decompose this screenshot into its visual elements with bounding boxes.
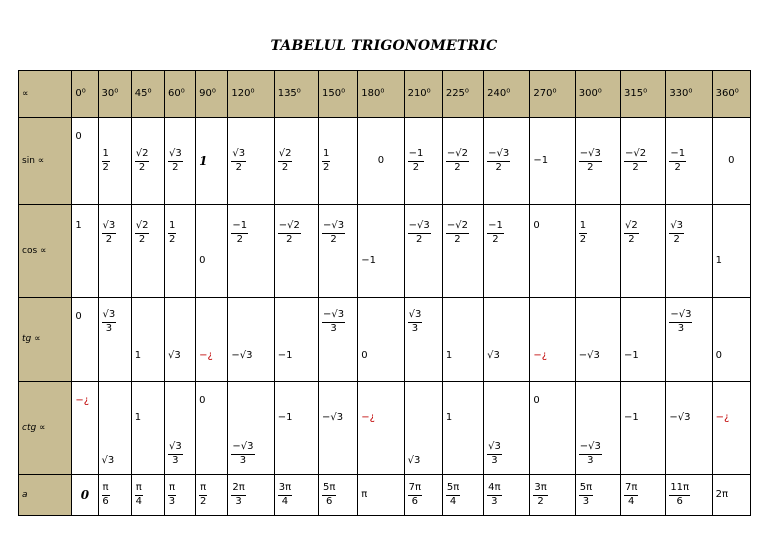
fraction [278, 483, 292, 507]
value-cell [530, 298, 575, 382]
trig-table [18, 70, 751, 516]
numerator: −1 [408, 149, 425, 162]
value-cell: 1 [442, 382, 483, 475]
fraction [102, 310, 117, 334]
fraction [579, 221, 587, 245]
fraction [446, 149, 469, 173]
value-cell: −1 [274, 382, 318, 475]
fraction [231, 221, 248, 245]
fraction [579, 483, 593, 507]
value-cell [164, 118, 195, 205]
value-cell [621, 118, 666, 205]
numerator: −1 [669, 149, 686, 162]
numerator: 11π [669, 483, 690, 496]
numerator: 1 [322, 149, 330, 162]
value-cell: 0 [358, 118, 404, 205]
page-title: TABELUL TRIGONOMETRIC [270, 38, 498, 54]
value-cell: −1 [530, 118, 575, 205]
value-cell [484, 205, 530, 298]
value-cell [621, 205, 666, 298]
value-cell [228, 382, 274, 475]
value-cell: −√3 [666, 382, 712, 475]
denominator: 2 [579, 233, 587, 245]
value-cell [621, 475, 666, 516]
value-cell [98, 118, 131, 205]
denominator: 2 [454, 161, 461, 173]
numerator: 7π [408, 483, 422, 496]
value-cell [72, 382, 98, 475]
angle-header: 330⁰ [666, 71, 712, 118]
value-cell [98, 298, 131, 382]
undefined-value: −¿ [361, 412, 375, 423]
fraction [579, 149, 602, 173]
denominator: 2 [492, 233, 499, 245]
value-cell [404, 475, 442, 516]
cos-row [19, 205, 751, 298]
denominator: 3 [235, 495, 242, 507]
value-cell [442, 205, 483, 298]
denominator: 2 [236, 233, 243, 245]
denominator: 3 [105, 322, 113, 334]
denominator: 3 [677, 322, 685, 334]
numerator: −√3 [579, 442, 602, 455]
numerator: 2π [231, 483, 245, 496]
denominator: 2 [168, 233, 176, 245]
angle-header: 90⁰ [196, 71, 228, 118]
header-row [19, 71, 751, 118]
radians-row [19, 475, 751, 516]
fraction [168, 483, 176, 507]
value-cell [274, 475, 318, 516]
angle-header: 30⁰ [98, 71, 131, 118]
denominator: 2 [495, 161, 502, 173]
value-cell [164, 475, 195, 516]
angle-header: 300⁰ [575, 71, 620, 118]
value-cell: 0 [530, 205, 575, 298]
value-cell [530, 475, 575, 516]
denominator: 3 [172, 454, 179, 466]
numerator: π [168, 483, 176, 496]
fraction [168, 149, 183, 173]
fraction [168, 221, 176, 245]
value-cell [98, 205, 131, 298]
fraction [278, 149, 293, 173]
value-cell: 1 [712, 205, 750, 298]
fraction [408, 483, 422, 507]
fraction [533, 483, 547, 507]
value-cell: 0 [358, 298, 404, 382]
undefined-value: −¿ [715, 412, 730, 423]
fraction [446, 483, 460, 507]
tg-row [19, 298, 751, 382]
numerator: π [102, 483, 110, 496]
numerator: 3π [278, 483, 292, 496]
row-label: cos ∝ [19, 205, 72, 298]
fraction [168, 442, 183, 466]
fraction [322, 483, 336, 507]
fraction [231, 442, 254, 466]
value-cell [575, 205, 620, 298]
value-cell: π [358, 475, 404, 516]
angle-header: 225⁰ [442, 71, 483, 118]
numerator: −√2 [446, 149, 469, 162]
value-cell: 0 [72, 475, 98, 516]
value-cell: 0 [72, 118, 98, 205]
numerator: 3π [533, 483, 547, 496]
numerator: −√2 [446, 221, 469, 234]
value-cell [442, 118, 483, 205]
value-cell [164, 205, 195, 298]
denominator: 2 [632, 161, 639, 173]
value-cell [575, 475, 620, 516]
value-cell: 1 [442, 298, 483, 382]
numerator: 7π [624, 483, 638, 496]
undefined-value: −¿ [533, 350, 548, 361]
value-cell [319, 205, 358, 298]
denominator: 2 [673, 233, 680, 245]
denominator: 3 [587, 454, 594, 466]
denominator: 6 [326, 495, 333, 507]
numerator: −√3 [322, 310, 345, 323]
fraction [231, 483, 245, 507]
fraction [278, 221, 301, 245]
denominator: 2 [286, 233, 293, 245]
fraction [102, 221, 117, 245]
denominator: 2 [105, 233, 113, 245]
numerator: √3 [231, 149, 246, 162]
denominator: 2 [628, 233, 635, 245]
row-label: ctg ∝ [19, 382, 72, 475]
denominator: 4 [135, 495, 142, 507]
fraction [669, 149, 686, 173]
denominator: 3 [239, 454, 247, 466]
numerator: π [199, 483, 207, 496]
fraction [624, 483, 638, 507]
denominator: 2 [587, 161, 594, 173]
numerator: −√3 [487, 149, 510, 162]
numerator: 5π [446, 483, 460, 496]
numerator: 1 [168, 221, 176, 234]
value-cell: 0 [712, 298, 750, 382]
alpha-header: ∝ [19, 71, 72, 118]
angle-header: 150⁰ [319, 71, 358, 118]
denominator: 2 [323, 161, 330, 173]
fraction [135, 483, 143, 507]
angle-header: 60⁰ [164, 71, 195, 118]
denominator: 3 [582, 495, 590, 507]
value-cell [228, 205, 274, 298]
fraction [669, 221, 684, 245]
numerator: −1 [231, 221, 248, 234]
value-cell [666, 298, 712, 382]
numerator: √2 [624, 221, 639, 234]
denominator: 2 [102, 161, 109, 173]
denominator: 2 [172, 161, 179, 173]
angle-header: 135⁰ [274, 71, 318, 118]
numerator: −√2 [278, 221, 301, 234]
row-label: sin ∝ [19, 118, 72, 205]
fraction [322, 310, 345, 334]
numerator: √3 [487, 442, 502, 455]
value-cell: √3 [484, 298, 530, 382]
value-cell [131, 118, 164, 205]
value-cell: 1 [131, 382, 164, 475]
value-cell [484, 382, 530, 475]
value-cell: √3 [98, 382, 131, 475]
angle-header: 315⁰ [621, 71, 666, 118]
fraction [669, 310, 692, 334]
fraction [487, 149, 510, 173]
value-cell: −1 [621, 382, 666, 475]
value-cell: −1 [274, 298, 318, 382]
numerator: √2 [135, 221, 150, 234]
numerator: −√3 [669, 310, 692, 323]
fraction [408, 221, 431, 245]
denominator: 2 [412, 161, 420, 173]
denominator: 3 [411, 322, 419, 334]
denominator: 2 [674, 161, 681, 173]
denominator: 2 [281, 161, 289, 173]
value-cell [358, 382, 404, 475]
angle-header: 210⁰ [404, 71, 442, 118]
value-cell [164, 382, 195, 475]
row-label: tg ∝ [19, 298, 72, 382]
value-cell [666, 475, 712, 516]
value-cell [575, 382, 620, 475]
numerator: √3 [168, 442, 183, 455]
value-cell [131, 205, 164, 298]
fraction [408, 310, 423, 334]
value-cell: −√3 [575, 298, 620, 382]
numerator: −√3 [408, 221, 431, 234]
angle-header: 0⁰ [72, 71, 98, 118]
fraction [624, 149, 647, 173]
value-cell: 0 [712, 118, 750, 205]
value-cell: 2π [712, 475, 750, 516]
denominator: 3 [491, 454, 498, 466]
fraction [487, 442, 502, 466]
fraction [322, 221, 345, 245]
value-cell: 1 [72, 205, 98, 298]
denominator: 3 [168, 495, 176, 507]
denominator: 2 [454, 233, 461, 245]
numerator: −√2 [624, 149, 647, 162]
fraction [231, 149, 246, 173]
value-cell: 0 [196, 205, 228, 298]
fraction [624, 221, 639, 245]
value-cell [131, 475, 164, 516]
numerator: −√3 [322, 221, 345, 234]
value-cell [319, 118, 358, 205]
numerator: 1 [579, 221, 587, 234]
value-cell [196, 475, 228, 516]
numerator: √2 [135, 149, 150, 162]
denominator: 4 [449, 495, 457, 507]
undefined-value: −¿ [199, 350, 213, 361]
fraction [135, 221, 150, 245]
value-cell [712, 382, 750, 475]
fraction [135, 149, 150, 173]
denominator: 2 [200, 495, 207, 507]
numerator: √3 [102, 310, 117, 323]
numerator: −1 [487, 221, 504, 234]
fraction [487, 221, 504, 245]
value-cell [319, 475, 358, 516]
value-cell [274, 118, 318, 205]
value-cell [666, 205, 712, 298]
denominator: 2 [537, 495, 544, 507]
numerator: 1 [102, 149, 110, 162]
denominator: 4 [628, 495, 635, 507]
angle-header: 270⁰ [530, 71, 575, 118]
fraction [322, 149, 330, 173]
value-cell: 0 [72, 298, 98, 382]
denominator: 3 [330, 322, 337, 334]
value-cell: 1 [196, 118, 228, 205]
denominator: 2 [415, 233, 423, 245]
denominator: 2 [330, 233, 337, 245]
denominator: 2 [138, 233, 146, 245]
fraction [487, 483, 501, 507]
value-cell: −√3 [319, 382, 358, 475]
fraction [102, 149, 110, 173]
denominator: 2 [235, 161, 242, 173]
angle-header: 45⁰ [131, 71, 164, 118]
ctg-row [19, 382, 751, 475]
angle-header: 120⁰ [228, 71, 274, 118]
value-cell: −√3 [228, 298, 274, 382]
value-cell [228, 475, 274, 516]
value-cell [274, 205, 318, 298]
numerator: √3 [102, 221, 117, 234]
denominator: 6 [102, 495, 109, 507]
value-cell: √3 [164, 298, 195, 382]
value-cell: 1 [131, 298, 164, 382]
value-cell [575, 118, 620, 205]
numerator: −√3 [231, 442, 254, 455]
value-cell [484, 118, 530, 205]
value-cell [666, 118, 712, 205]
value-cell [228, 118, 274, 205]
numerator: 5π [579, 483, 593, 496]
numerator: π [135, 483, 143, 496]
sin-row [19, 118, 751, 205]
value-cell [196, 298, 228, 382]
undefined-value: −¿ [75, 395, 90, 406]
fraction [199, 483, 207, 507]
denominator: 6 [676, 495, 683, 507]
denominator: 6 [411, 495, 418, 507]
value-cell: 0 [530, 382, 575, 475]
value-cell: −1 [621, 298, 666, 382]
numerator: √2 [278, 149, 293, 162]
numerator: −√3 [579, 149, 602, 162]
fraction [446, 221, 469, 245]
numerator: 4π [487, 483, 501, 496]
denominator: 2 [138, 161, 146, 173]
denominator: 4 [281, 495, 289, 507]
angle-header: 240⁰ [484, 71, 530, 118]
value-cell [319, 298, 358, 382]
numerator: 5π [322, 483, 336, 496]
value-cell [404, 118, 442, 205]
value-cell: −1 [358, 205, 404, 298]
value-cell [98, 475, 131, 516]
value-cell [404, 298, 442, 382]
numerator: √3 [408, 310, 423, 323]
fraction [102, 483, 110, 507]
value-cell: √3 [404, 382, 442, 475]
angle-header: 360⁰ [712, 71, 750, 118]
angle-header: 180⁰ [358, 71, 404, 118]
value-cell: 0 [196, 382, 228, 475]
denominator: 3 [491, 495, 498, 507]
row-label: a [19, 475, 72, 516]
fraction [579, 442, 602, 466]
value-cell [404, 205, 442, 298]
value-cell [484, 475, 530, 516]
fraction [669, 483, 690, 507]
fraction [408, 149, 425, 173]
value-cell [442, 475, 483, 516]
numerator: √3 [168, 149, 183, 162]
numerator: √3 [669, 221, 684, 234]
